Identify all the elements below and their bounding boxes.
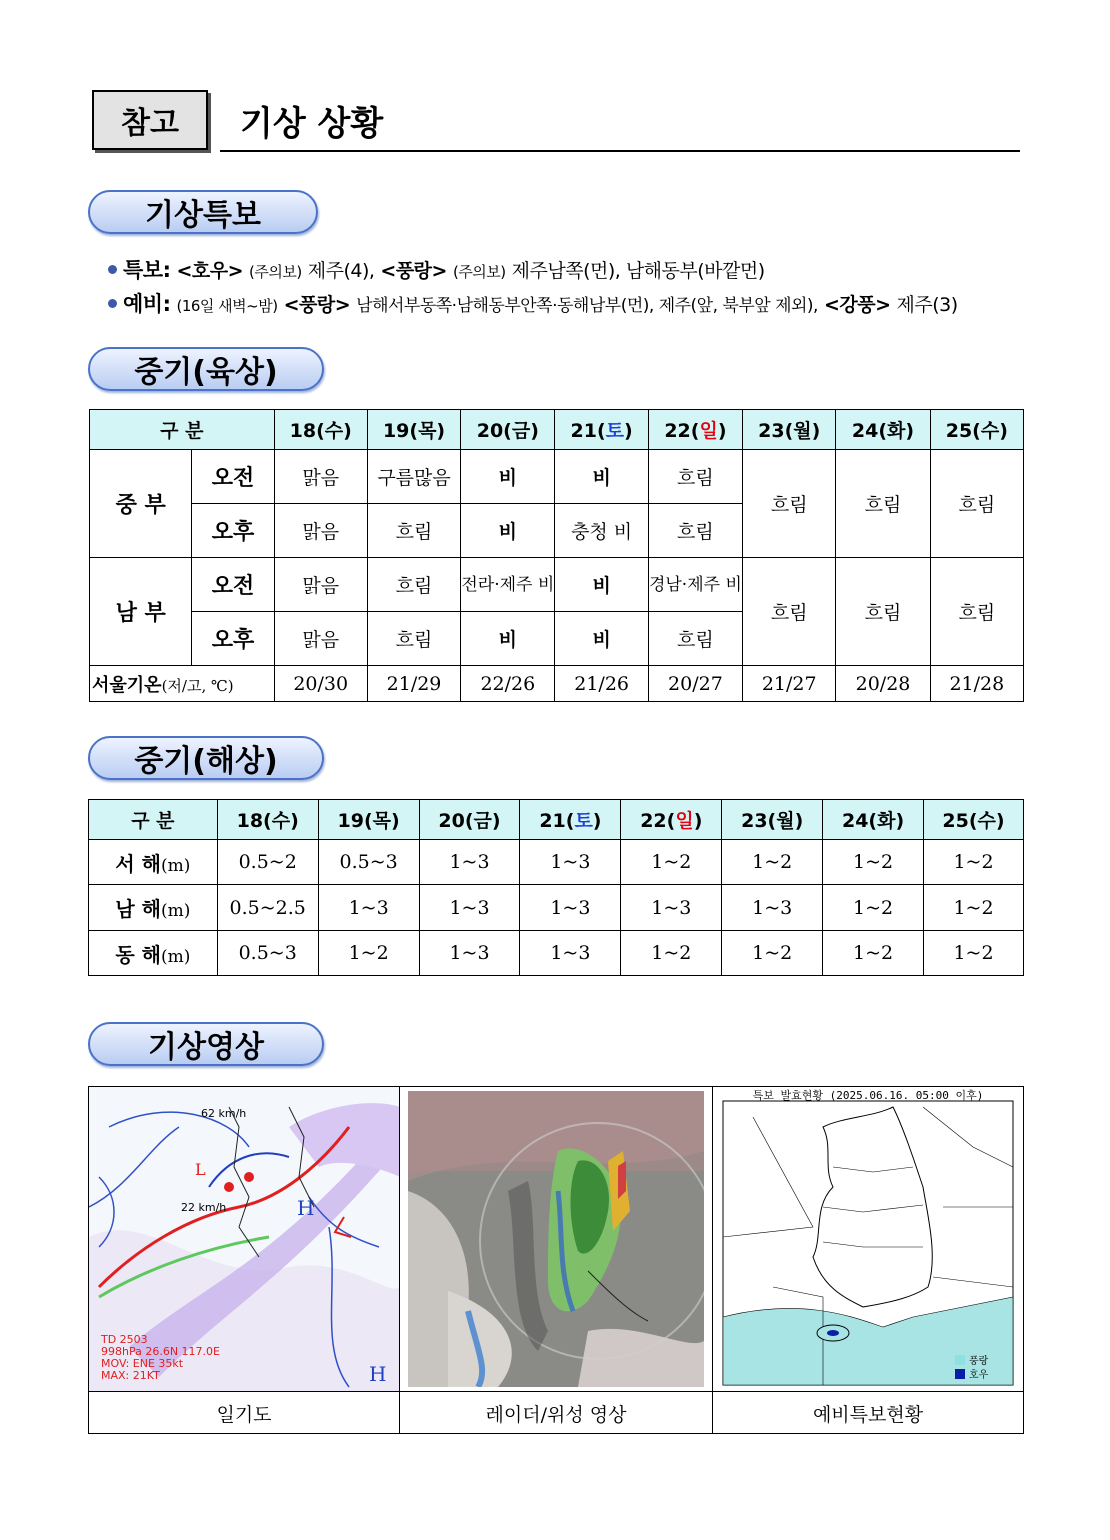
sea-row-west [89, 840, 1024, 885]
high-seas-area: 제주남쪽(먼), 남해동부(바깥먼) [511, 260, 765, 282]
forecast-cell: 흐림 [648, 504, 742, 558]
day-number: 25( [945, 420, 981, 442]
forecast-cell: 흐림 [648, 450, 742, 504]
sea-forecast-table [88, 799, 1024, 976]
land-forecast-table [89, 409, 1024, 702]
section-images-heading: 기상영상 [88, 1022, 324, 1066]
temp-cell: 20/28 [836, 666, 930, 702]
forecast-cell: 흐림 [836, 450, 930, 558]
wave-cell: 1~3 [419, 931, 520, 976]
day-close-paren: ) [624, 420, 633, 442]
wave-cell: 1~3 [419, 840, 520, 885]
day-of-week: 금 [511, 420, 531, 442]
day-close-paren: ) [995, 810, 1005, 832]
high-pressure-label: H [369, 1362, 387, 1386]
weather-chart-graphic [89, 1087, 400, 1391]
caption-weather-chart: 일기도 [89, 1392, 400, 1434]
forecast-cell: 흐림 [367, 612, 460, 666]
day-header [217, 800, 318, 840]
sea-unit: (m) [160, 901, 191, 921]
warning-map-title: 특보 발효현황 (2025.06.16. 05:00 이후) [752, 1089, 984, 1102]
forecast-cell: 충청 비 [555, 504, 648, 558]
page-title: 기상 상황 [240, 104, 384, 144]
wave-cell: 1~3 [520, 840, 621, 885]
southern-region-label: 남 부 [90, 558, 192, 666]
weather-images-table [88, 1086, 1024, 1434]
td-pressure: 998hPa 26.6N 117.0E [101, 1345, 221, 1358]
day-close-paren: ) [592, 810, 602, 832]
legend-heavy-rain: 호우 [969, 1370, 989, 1381]
temp-cell: 21/28 [930, 666, 1023, 702]
td-max: MAX: 21KT [101, 1369, 160, 1382]
temp-cell: 21/29 [367, 666, 460, 702]
day-close-paren: ) [436, 420, 446, 442]
wave-cell: 1~2 [924, 931, 1024, 976]
forecast-cell: 맑음 [274, 558, 367, 612]
wave-cell: 1~2 [722, 840, 823, 885]
pm-label: 오후 [192, 504, 274, 558]
temp-cell: 21/27 [743, 666, 836, 702]
day-number: 18( [236, 810, 272, 832]
section-land-heading: 중기(육상) [88, 347, 324, 391]
forecast-cell: 비 [461, 612, 555, 666]
forecast-cell: 맑음 [274, 504, 367, 558]
section-sea-heading: 중기(해상) [88, 736, 324, 780]
forecast-cell: 흐림 [930, 558, 1023, 666]
day-of-week: 수 [271, 810, 291, 832]
td-movement: MOV: ENE 35kt [101, 1357, 184, 1370]
day-close-paren: ) [693, 810, 703, 832]
day-of-week: 수 [980, 420, 1000, 442]
high-seas-tag: <풍랑> [380, 260, 447, 282]
sea-row-south [89, 885, 1024, 931]
temp-cell: 20/27 [648, 666, 742, 702]
wave-cell: 0.5~3 [217, 931, 318, 976]
forecast-cell: 흐림 [836, 558, 930, 666]
wave-cell: 1~3 [419, 885, 520, 931]
bullet-dot [108, 265, 117, 274]
land-header-row [90, 410, 1024, 450]
image-captions-row [89, 1391, 1023, 1434]
day-header [621, 800, 722, 840]
wind-speed-label: 62 km/h [201, 1107, 247, 1120]
forecast-cell: 흐림 [367, 504, 460, 558]
wave-cell: 1~3 [621, 885, 722, 931]
day-of-week: 목 [418, 420, 437, 442]
forecast-cell: 맑음 [274, 612, 367, 666]
warnings-list [108, 254, 1038, 322]
temp-cell: 21/26 [555, 666, 648, 702]
wave-cell: 1~2 [722, 931, 823, 976]
bullet-dot [108, 299, 117, 308]
day-close-paren: ) [999, 420, 1008, 442]
day-of-week: 토 [574, 810, 593, 832]
temp-cell: 22/26 [461, 666, 555, 702]
day-of-week: 목 [372, 810, 392, 832]
wave-cell: 1~2 [823, 931, 924, 976]
radar-satellite-graphic [408, 1091, 704, 1387]
day-number: 21( [539, 810, 575, 832]
forecast-cell: 비 [461, 450, 555, 504]
seoul-temp-label: 서울기온 [92, 674, 162, 696]
wave-cell: 1~3 [722, 885, 823, 931]
day-of-week: 수 [977, 810, 996, 832]
reference-label: 참고 [92, 90, 208, 150]
central-am-row [90, 450, 1024, 504]
advisory-level: (주의보) [452, 263, 506, 281]
sea-name: 서 해 [115, 851, 161, 876]
day-close-paren: ) [343, 420, 352, 442]
caption-radar-satellite: 레이더/위성 영상 [400, 1392, 713, 1434]
forecast-cell: 흐림 [367, 558, 460, 612]
forecast-cell: 맑음 [274, 450, 367, 504]
low-pressure-label: L [195, 1160, 206, 1179]
sea-header-row [89, 800, 1024, 840]
day-number: 21( [570, 420, 606, 442]
land-header-label: 구 분 [90, 410, 275, 450]
day-number: 20( [438, 810, 474, 832]
seoul-temp-label-cell [90, 666, 275, 702]
day-number: 19( [382, 420, 419, 442]
wave-cell: 0.5~2 [217, 840, 318, 885]
day-of-week: 일 [675, 810, 694, 832]
heavy-rain-area: 제주(4), [307, 260, 375, 282]
wave-cell: 1~2 [924, 885, 1024, 931]
day-close-paren: ) [895, 810, 905, 832]
wave-cell: 1~3 [520, 931, 621, 976]
preliminary-time: (16일 새벽~밤) [176, 297, 278, 315]
sea-row-east [89, 931, 1024, 976]
day-header [930, 410, 1023, 450]
day-header [318, 800, 419, 840]
forecast-cell: 구름많음 [367, 450, 460, 504]
forecast-cell: 비 [555, 450, 648, 504]
day-of-week: 화 [887, 420, 906, 442]
am-label: 오전 [192, 450, 274, 504]
legend-swatch-heavy-rain [955, 1369, 965, 1379]
pm-label: 오후 [192, 612, 274, 666]
day-close-paren: ) [811, 420, 821, 442]
sea-name: 남 해 [115, 897, 161, 921]
wave-cell: 1~3 [520, 885, 621, 931]
seoul-temp-row [90, 666, 1024, 702]
day-header [555, 410, 648, 450]
day-header [274, 410, 367, 450]
forecast-cell: 흐림 [743, 558, 836, 666]
sea-header-label: 구 분 [89, 800, 218, 840]
day-of-week: 화 [877, 810, 896, 832]
heavy-rain-tag: <호우> [176, 260, 244, 282]
day-header [743, 410, 836, 450]
day-of-week: 토 [605, 420, 625, 442]
td-label: TD 2503 [101, 1333, 148, 1346]
central-region-label: 중 부 [90, 450, 192, 558]
day-close-paren: ) [794, 810, 804, 832]
strong-wind-tag: <강풍> [823, 294, 891, 316]
day-header [648, 410, 742, 450]
southern-am-row [90, 558, 1024, 612]
day-close-paren: ) [491, 810, 501, 832]
day-of-week: 수 [324, 420, 344, 442]
section-warnings-heading: 기상특보 [88, 190, 318, 234]
wave-cell: 0.5~3 [318, 840, 419, 885]
day-number: 19( [337, 810, 373, 832]
high-pressure-label: H [297, 1196, 315, 1220]
day-close-paren: ) [290, 810, 299, 832]
wave-cell: 1~2 [823, 840, 924, 885]
legend-high-seas: 풍랑 [969, 1356, 989, 1367]
day-number: 24( [851, 420, 888, 442]
day-of-week: 금 [473, 810, 492, 832]
day-header [823, 800, 924, 840]
forecast-cell: 비 [555, 612, 648, 666]
warning-status-image [713, 1087, 1023, 1391]
sea-name-cell [89, 840, 218, 885]
high-seas-area: 남해서부동쪽·남해동부안쪽·동해남부(먼), 제주(앞, 북부앞 제외), [356, 296, 818, 316]
day-header [367, 410, 460, 450]
legend-swatch-high-seas [955, 1355, 965, 1365]
day-header [924, 800, 1024, 840]
wave-cell: 1~2 [924, 840, 1024, 885]
day-header [722, 800, 823, 840]
wave-cell: 1~2 [823, 885, 924, 931]
sea-name-cell [89, 931, 218, 976]
day-close-paren: ) [905, 420, 915, 442]
caption-warning-status: 예비특보현황 [812, 1403, 924, 1426]
wave-cell: 1~3 [318, 885, 419, 931]
seoul-temp-unit: (저/고, ℃) [161, 676, 234, 695]
wind-speed-label: 22 km/h [181, 1201, 227, 1214]
sea-name: 동 해 [115, 942, 161, 967]
day-of-week: 일 [699, 420, 718, 442]
preliminary-warnings-line [108, 288, 1038, 322]
day-number: 24( [841, 810, 878, 832]
temp-cell: 20/30 [274, 666, 367, 702]
day-of-week: 월 [793, 420, 812, 442]
day-header [520, 800, 621, 840]
weather-chart-image [89, 1087, 400, 1391]
forecast-cell: 흐림 [648, 612, 742, 666]
forecast-cell: 비 [461, 504, 555, 558]
day-number: 22( [640, 810, 676, 832]
advisory-level: (주의보) [249, 263, 302, 281]
day-close-paren: ) [717, 420, 727, 442]
day-number: 23( [741, 810, 777, 832]
wave-cell: 1~2 [621, 840, 722, 885]
wave-cell: 0.5~2.5 [217, 885, 318, 931]
day-number: 20( [476, 420, 512, 442]
forecast-cell: 흐림 [930, 450, 1023, 558]
forecast-cell: 흐림 [743, 450, 836, 558]
sea-unit: (m) [160, 855, 191, 876]
forecast-cell: 비 [555, 558, 648, 612]
forecast-cell: 경남·제주 비 [648, 558, 742, 612]
forecast-cell: 전라·제주 비 [461, 558, 555, 612]
day-header [419, 800, 520, 840]
am-label: 오전 [192, 558, 274, 612]
issued-label: 특보: [123, 258, 171, 282]
sea-name-cell [89, 885, 218, 931]
day-close-paren: ) [530, 420, 539, 442]
day-of-week: 월 [776, 810, 795, 832]
preliminary-label: 예비: [123, 292, 171, 316]
strong-wind-area: 제주(3) [896, 294, 958, 316]
sea-unit: (m) [160, 946, 191, 967]
day-number: 23( [758, 420, 794, 442]
wave-cell: 1~2 [621, 931, 722, 976]
title-divider [220, 150, 1020, 152]
day-number: 25( [942, 810, 978, 832]
day-number: 18( [289, 420, 325, 442]
radar-satellite-image [400, 1087, 713, 1391]
issued-warnings-line [108, 254, 1038, 288]
day-header [836, 410, 930, 450]
day-number: 22( [664, 420, 700, 442]
day-header [461, 410, 555, 450]
wave-cell: 1~2 [318, 931, 419, 976]
warning-status-graphic [713, 1087, 1023, 1391]
high-seas-tag: <풍랑> [283, 294, 351, 316]
day-close-paren: ) [391, 810, 400, 832]
